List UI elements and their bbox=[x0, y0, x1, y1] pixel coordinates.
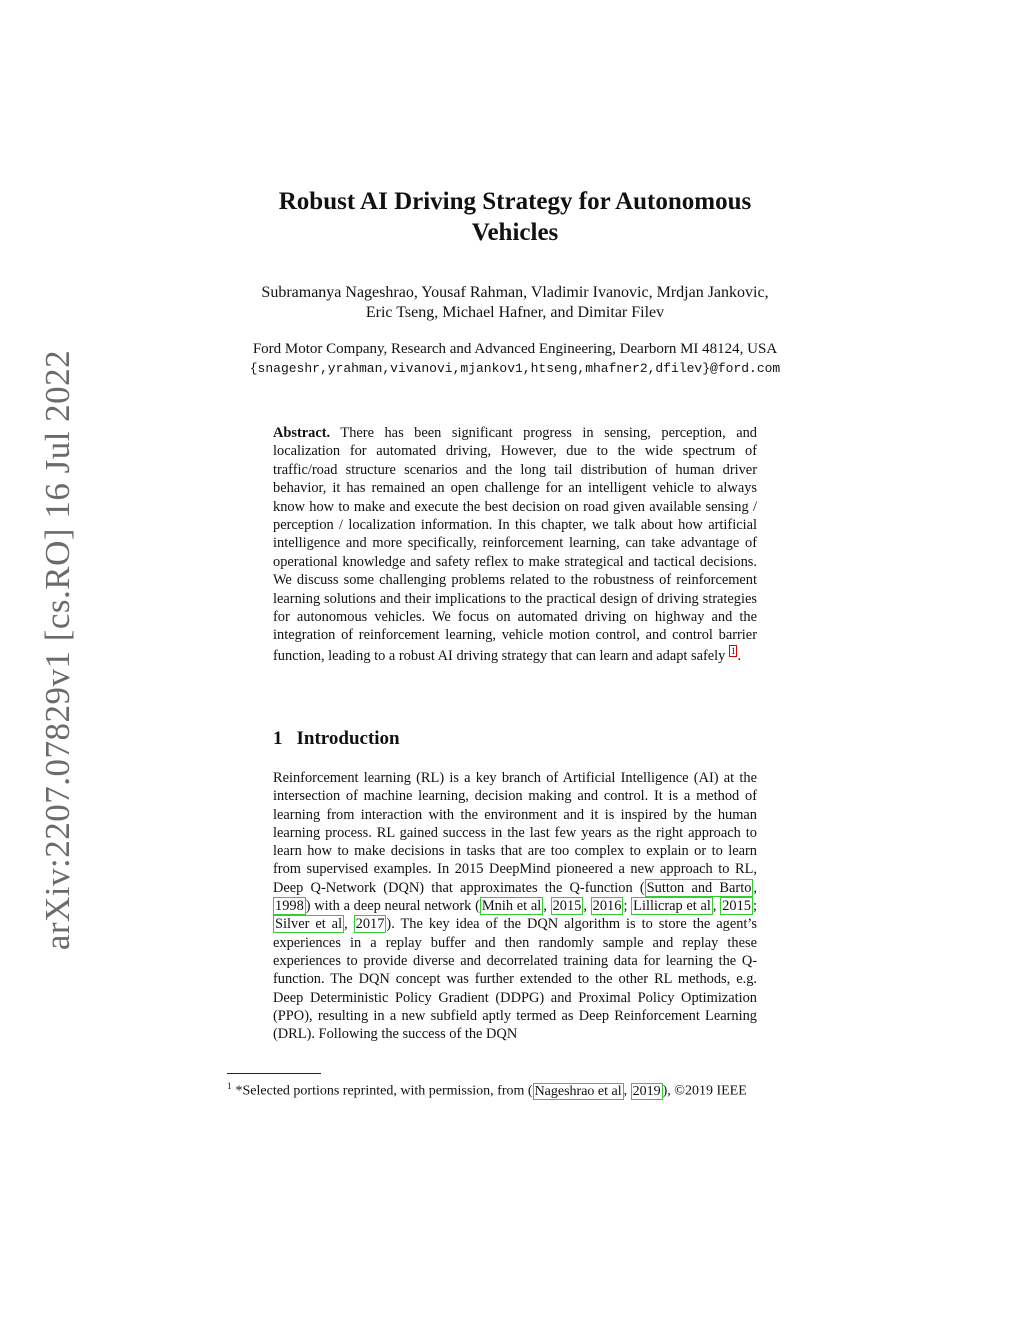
citation-link[interactable]: 2016 bbox=[592, 898, 622, 915]
authors-line-1: Subramanya Nageshrao, Yousaf Rahman, Vladimir Ivanovic, Mrdjan Jankovic, bbox=[261, 284, 769, 301]
citation-link[interactable]: Mnih et al bbox=[481, 898, 542, 915]
intro-text-2: ) with a deep neural network ( bbox=[305, 898, 480, 915]
citation-separator: ; bbox=[623, 898, 632, 915]
citation-separator: , bbox=[712, 898, 721, 915]
authors-line-2: Eric Tseng, Michael Hafner, and Dimitar Filev bbox=[365, 304, 665, 321]
email-addresses[interactable]: {snageshr,yrahman,vivanovi,mjankov1,htseng,mhafner2,dfilev}@ford.com bbox=[249, 361, 781, 376]
citation-link[interactable]: 2019 bbox=[632, 1083, 661, 1099]
intro-text-1: Reinforcement learning (RL) is a key branch of Artificial Intelligence (AI) at the intersection of machine learning, decision making and control. It is a method of learning from interaction with the environment and it is inspired by the human learning process. RL gained success in the last few years as the right approach to learn how to make decisions in tasks that are too complex to explain or to learn from supervised examples. In 2015 DeepMind pioneered a new approach to RL, Deep Q-Network (DQN) that approximates the Q-function ( bbox=[273, 770, 757, 896]
arxiv-identifier[interactable]: arXiv:2207.07829v1 [cs.RO] 16 Jul 2022 bbox=[38, 349, 77, 951]
abstract-label: Abstract. bbox=[273, 425, 331, 441]
footnote-end: ), ©2019 IEEE bbox=[662, 1083, 747, 1099]
abstract-end: . bbox=[737, 647, 742, 664]
affiliation: Ford Motor Company, Research and Advanced Engineering, Dearborn MI 48124, USA bbox=[252, 341, 778, 357]
citation-link[interactable]: 1998 bbox=[275, 898, 304, 915]
citation-separator: , bbox=[583, 898, 591, 915]
citation-separator: , bbox=[623, 1083, 631, 1099]
citation-link[interactable]: 2015 bbox=[552, 898, 582, 915]
citation-separator: , bbox=[753, 879, 758, 896]
affiliation-block bbox=[195, 340, 835, 378]
abstract bbox=[273, 424, 757, 665]
citation-link[interactable]: 2017 bbox=[355, 916, 385, 933]
citation-link[interactable]: Lillicrap et al bbox=[633, 898, 711, 915]
intro-text-3: ). The key idea of the DQN algorithm is to store the agent’s experiences in a replay buffer and then randomly sample and replay these experiences to provide diverse and decorrelated training data for learning the Q-function. The DQN concept was further extended to the other RL methods, e.g. Deep Deterministic Policy Gradient (DDPG) and Proximal Policy Optimization (PPO), resulting in a new subfield aptly termed as Deep Reinforcement Learning (DRL). Following the success of the DQN bbox=[273, 916, 757, 1043]
title-line-1: Robust AI Driving Strategy for Autonomous bbox=[278, 188, 752, 215]
section-number: 1 bbox=[273, 728, 283, 749]
introduction-paragraph bbox=[273, 769, 757, 1043]
abstract-text: There has been significant progress in sensing, perception, and localization for automated driving, However, due to the wide spectrum of traffic/road structure scenarios and the long tail distribution of human driver behavior, it has remained an open challenge for an intelligent vehicle to always know how to make and execute the best decision on road given available sensing / perception / localization information. In this chapter, we talk about how artificial intelligence and more specifically, reinforcement learning, can take advantage of operational knowledge and safety reflex to make strategical and tactical decisions. We discuss some challenging problems related to the robustness of reinforcement learning solutions and their implications to the practical design of driving strategies for autonomous vehicles. We focus on automated driving on highway and the integration of reinforcement learning, vehicle motion control, and control barrier function, leading to a robust AI driving strategy that can learn and adapt safely bbox=[273, 425, 757, 664]
citation-separator: , bbox=[543, 898, 551, 915]
footnote-text: *Selected portions reprinted, with permission, from ( bbox=[235, 1083, 533, 1099]
section-heading-introduction bbox=[273, 728, 400, 750]
paper-title bbox=[215, 186, 815, 248]
citation-link[interactable]: 2015 bbox=[722, 898, 751, 915]
footnote bbox=[227, 1077, 809, 1101]
citation-separator: , bbox=[344, 916, 354, 933]
citation-link[interactable]: Sutton and Barto bbox=[646, 879, 752, 896]
citation-link[interactable]: Silver et al bbox=[275, 916, 343, 933]
citation-separator: ; bbox=[753, 898, 757, 915]
section-title: Introduction bbox=[296, 728, 400, 749]
footnote-mark: 1 bbox=[227, 1081, 232, 1091]
footnote-divider bbox=[227, 1073, 321, 1074]
title-line-2: Vehicles bbox=[471, 219, 559, 246]
citation-link[interactable]: Nageshrao et al bbox=[534, 1083, 622, 1099]
footnote-link[interactable]: 1 bbox=[730, 645, 736, 656]
author-list bbox=[195, 283, 835, 323]
